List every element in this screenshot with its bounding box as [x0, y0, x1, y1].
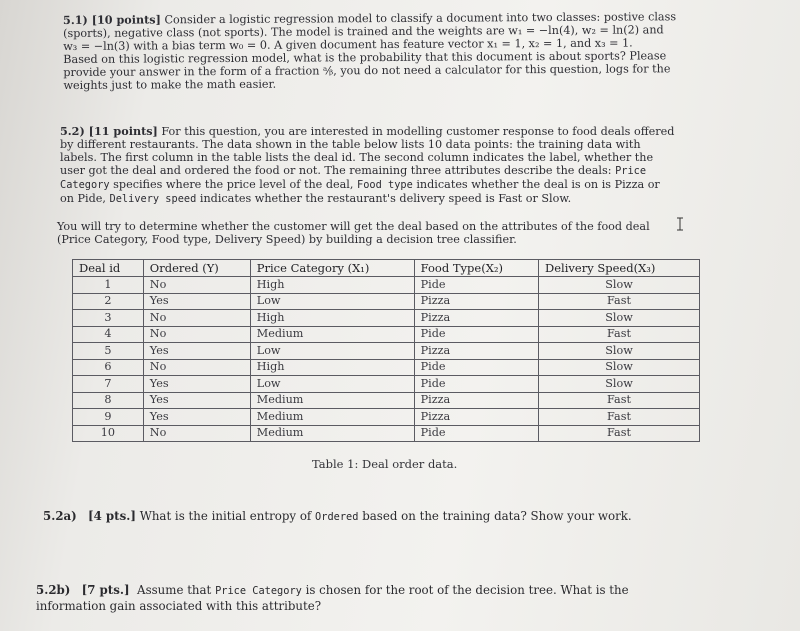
cell-ordered: Yes	[143, 293, 250, 310]
cell-food-type: Pizza	[414, 409, 538, 426]
table-body	[73, 277, 700, 442]
cell-price-category: Medium	[250, 326, 414, 343]
deal-order-table	[72, 259, 700, 442]
table-row	[73, 343, 700, 360]
cell-food-type: Pizza	[414, 293, 538, 310]
question-5-2-intro	[57, 220, 650, 246]
question-5-2-line: indicates whether the restaurant's delivery speed is Fast or Slow.	[199, 192, 572, 205]
intro-line: (Price Category, Food type, Delivery Speed) by building a decision tree classifier.	[57, 233, 517, 246]
table-row	[73, 359, 700, 376]
cell-food-type: Pide	[414, 277, 538, 294]
cell-food-type: Pide	[414, 425, 538, 442]
attr-food-type-term: Food type	[357, 179, 413, 191]
question-text: What is the initial entropy of	[139, 509, 312, 523]
attr-delivery-speed-term: Delivery speed	[109, 193, 197, 205]
table-caption: Table 1: Deal order data.	[312, 457, 458, 471]
cell-deal-id: 10	[73, 425, 144, 442]
cell-deal-id: 4	[73, 326, 144, 343]
cell-ordered: No	[143, 310, 250, 327]
ordered-term: Ordered	[315, 511, 359, 523]
question-5-2b	[36, 583, 629, 614]
cell-delivery-speed: Fast	[539, 326, 700, 343]
question-5-1-header: 5.1) [10 points]	[62, 12, 161, 27]
question-5-2-line: specifies where the price level of the deal,	[113, 178, 354, 191]
column-header-food-type: Food Type(X₂)	[414, 260, 538, 277]
cell-ordered: No	[143, 359, 250, 376]
question-5-2-line: labels. The first column in the table lists the deal id. The second column indicates the label, whether the	[60, 151, 654, 164]
cell-deal-id: 7	[73, 376, 144, 393]
cell-ordered: Yes	[143, 376, 250, 393]
cell-ordered: No	[143, 425, 250, 442]
cell-deal-id: 5	[73, 343, 144, 360]
cell-food-type: Pide	[414, 359, 538, 376]
question-5-2-line: user got the deal and ordered the food or not. The remaining three attributes describe the deals:	[60, 164, 612, 177]
question-5-2	[60, 125, 674, 206]
question-5-1-line: (sports), negative class (not sports). The model is trained and the weights are w₁ = −ln(4), w₂ = ln(2) and	[63, 23, 664, 40]
cell-delivery-speed: Fast	[539, 293, 700, 310]
question-text: Assume that	[137, 583, 212, 597]
cell-delivery-speed: Slow	[539, 376, 700, 393]
table-row	[73, 293, 700, 310]
question-5-2-header: 5.2) [11 points]	[60, 124, 158, 138]
cell-food-type: Pide	[414, 326, 538, 343]
cell-food-type: Pizza	[414, 310, 538, 327]
cell-price-category: Low	[250, 293, 414, 310]
question-5-2-line: by different restaurants. The data shown in the table below lists 10 data points: the training data with	[60, 138, 641, 151]
attr-category-term: Category	[60, 179, 110, 191]
attr-price-term: Price	[615, 165, 647, 177]
cell-delivery-speed: Fast	[539, 409, 700, 426]
question-5-2b-points: [7 pts.]	[81, 583, 130, 597]
cell-ordered: Yes	[143, 392, 250, 409]
cell-food-type: Pide	[414, 376, 538, 393]
question-5-1-line: weights just to make the math easier.	[63, 77, 277, 92]
cell-ordered: No	[143, 277, 250, 294]
question-5-1	[63, 10, 676, 92]
cell-food-type: Pizza	[414, 392, 538, 409]
column-header-deal-id: Deal id	[73, 260, 144, 277]
table-row	[73, 409, 700, 426]
cell-price-category: Low	[250, 343, 414, 360]
intro-line: You will try to determine whether the customer will get the deal based on the attributes of the food deal	[57, 220, 650, 233]
table-row	[73, 277, 700, 294]
question-5-2a	[43, 509, 632, 525]
cell-deal-id: 9	[73, 409, 144, 426]
text-cursor-icon	[676, 217, 684, 231]
cell-price-category: Medium	[250, 409, 414, 426]
question-5-1-line: Based on this logistic regression model, what is the probability that this document is about sports? Please	[63, 49, 667, 66]
cell-delivery-speed: Slow	[539, 277, 700, 294]
cell-delivery-speed: Fast	[539, 425, 700, 442]
table-row	[73, 376, 700, 393]
column-header-delivery-speed: Delivery Speed(X₃)	[539, 260, 700, 277]
cell-price-category: Medium	[250, 392, 414, 409]
cell-deal-id: 2	[73, 293, 144, 310]
table-row	[73, 326, 700, 343]
question-5-2a-points: [4 pts.]	[88, 509, 136, 523]
question-5-1-line: Consider a logistic regression model to classify a document into two classes: postive class	[164, 10, 677, 27]
cell-delivery-speed: Slow	[539, 359, 700, 376]
cell-delivery-speed: Slow	[539, 343, 700, 360]
cell-food-type: Pizza	[414, 343, 538, 360]
cell-price-category: Low	[250, 376, 414, 393]
cell-price-category: High	[250, 310, 414, 327]
question-5-2-line: indicates whether the deal is on is Pizza or	[416, 178, 660, 191]
cell-deal-id: 1	[73, 277, 144, 294]
cell-price-category: Medium	[250, 425, 414, 442]
column-header-price-category: Price Category (X₁)	[250, 260, 414, 277]
cell-ordered: No	[143, 326, 250, 343]
table-row	[73, 425, 700, 442]
table-row	[73, 310, 700, 327]
price-category-term: Price Category	[215, 585, 302, 597]
cell-deal-id: 6	[73, 359, 144, 376]
cell-price-category: High	[250, 359, 414, 376]
table-row	[73, 392, 700, 409]
cell-ordered: Yes	[143, 343, 250, 360]
question-5-1-line: provide your answer in the form of a fraction ᵃ⁄ᵦ, you do not need a calculator for this question, logs for the	[63, 62, 671, 79]
table-header-row	[73, 260, 700, 277]
question-5-1-line: w₃ = −ln(3) with a bias term w₀ = 0. A given document has feature vector x₁ = 1, x₂ = 1, and x₃ = 1.	[63, 36, 633, 53]
question-text: based on the training data? Show your work.	[362, 509, 632, 523]
question-5-2a-label: 5.2a)	[43, 509, 77, 523]
cell-deal-id: 8	[73, 392, 144, 409]
question-5-2-line: on Pide,	[60, 192, 106, 205]
column-header-ordered: Ordered (Y)	[143, 260, 250, 277]
cell-deal-id: 3	[73, 310, 144, 327]
question-text: is chosen for the root of the decision tree. What is the	[305, 583, 629, 597]
cell-price-category: High	[250, 277, 414, 294]
cell-delivery-speed: Fast	[539, 392, 700, 409]
cell-ordered: Yes	[143, 409, 250, 426]
question-5-2b-label: 5.2b)	[36, 583, 71, 597]
question-text: information gain associated with this attribute?	[36, 599, 322, 613]
cell-delivery-speed: Slow	[539, 310, 700, 327]
question-5-2-line: For this question, you are interested in modelling customer response to food deals offered	[161, 125, 675, 138]
